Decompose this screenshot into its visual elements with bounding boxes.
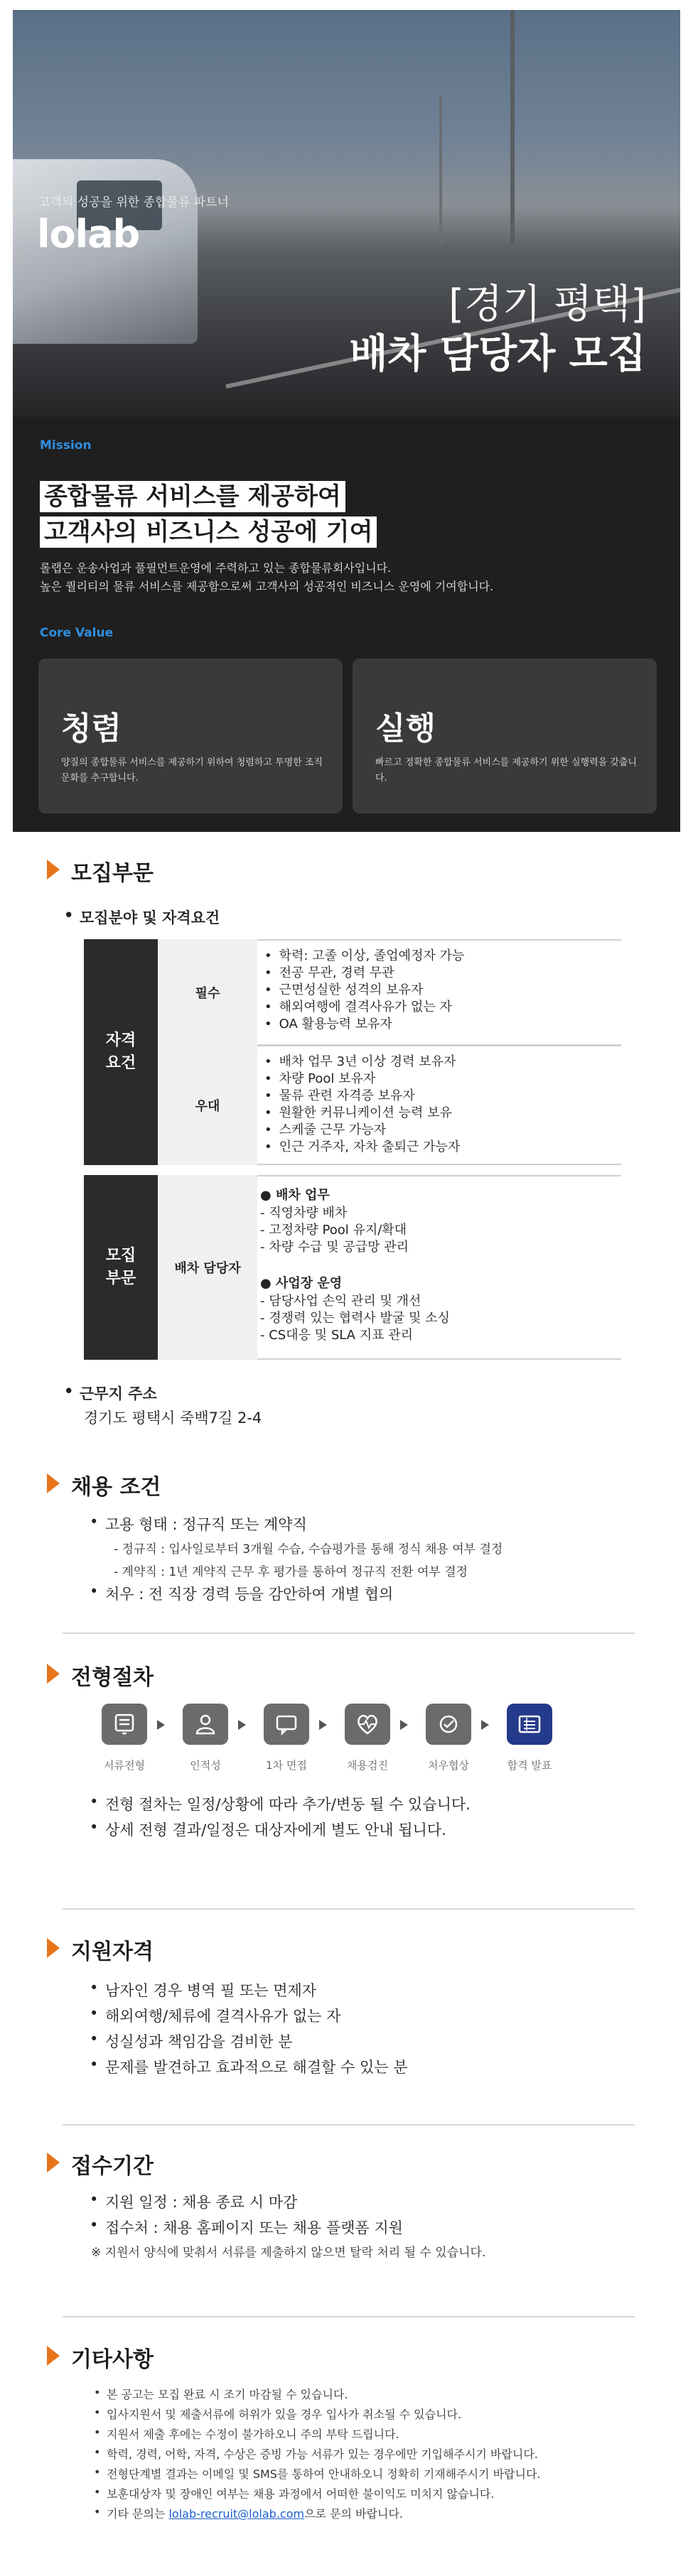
etc-item: • 입사지원서 및 제출서류에 허위가 있을 경우 입사가 취소될 수 있습니다. (107, 2405, 461, 2422)
handshake-icon (426, 1704, 471, 1745)
section-divider (63, 1908, 635, 1910)
preferred-item: • 스케줄 근무 가능자 (264, 1122, 621, 1139)
duty-item: - 경쟁력 있는 협력사 발굴 및 소싱 (260, 1311, 450, 1326)
section-title-process: 전형절차 (71, 1665, 154, 1690)
process-step (341, 1704, 394, 1772)
field-heading: • 모집분야 및 자격요건 (80, 907, 220, 928)
preferred-list (257, 1046, 621, 1165)
section-divider (63, 2124, 635, 2126)
process-step (260, 1704, 313, 1772)
table-position-label: 배차 담당자 (158, 1175, 257, 1360)
preferred-item: • 배차 업무 3년 이상 경력 보유자 (264, 1054, 621, 1071)
etc-contact (107, 2505, 403, 2521)
section-title-period: 접수기간 (71, 2154, 154, 2179)
mission-headline: 고객사의 비즈니스 성공에 기여 (40, 516, 377, 548)
hero-title-region: [경기 평택] (448, 281, 646, 328)
period-item: • 접수처 : 채용 홈페이지 또는 채용 플랫폼 지원 (105, 2217, 403, 2238)
preferred-item: • 차량 Pool 보유자 (264, 1071, 621, 1088)
table-qual-label: 자격 요건 (84, 939, 158, 1165)
hero-title-position: 배차 담당자 모집 (349, 331, 646, 377)
etc-item: • 지원서 제출 후에는 수정이 불가하오니 주의 부탁 드립니다. (107, 2425, 399, 2442)
mission-section (13, 417, 680, 832)
required-item: • 학력: 고졸 이상, 졸업예정자 가능 (264, 948, 621, 965)
required-item: • 근면성실한 성격의 보유자 (264, 982, 621, 999)
etc-item: • 전형단계별 결과는 이메일 및 SMS를 통하여 안내하오니 정확히 기재해주시기 바랍니다. (107, 2465, 540, 2482)
required-list (257, 939, 621, 1046)
eligibility-item: • 남자인 경우 병역 필 또는 면제자 (105, 1979, 316, 2001)
person-icon (183, 1704, 228, 1745)
process-step-label: 1차 면접 (266, 1759, 307, 1772)
process-step-label: 처우협상 (428, 1759, 469, 1772)
process-step-label: 합격 발표 (507, 1759, 552, 1772)
arrow-right-icon (400, 1720, 408, 1730)
process-step (503, 1704, 556, 1772)
core-value-title: 청렴 (61, 710, 122, 747)
etc-item: • 보훈대상자 및 장애인 여부는 채용 과정에서 어떠한 불이익도 미치지 않습니다. (107, 2485, 494, 2501)
duty-item: - CS대응 및 SLA 지표 관리 (260, 1328, 413, 1343)
table-preferred-label: 우대 (158, 1046, 257, 1165)
required-item: • 전공 무관, 경력 무관 (264, 965, 621, 982)
duty-item: - 직영차량 배차 (260, 1206, 348, 1221)
core-value-label: Core Value (40, 626, 114, 640)
period-item: • 지원 일정 : 채용 종료 시 마감 (105, 2191, 297, 2212)
table-dept-label: 모집 부문 (84, 1175, 158, 1360)
hero-pole (510, 10, 515, 244)
preferred-item: • 물류 관련 자격증 보유자 (264, 1088, 621, 1105)
location-address: 경기도 평택시 죽백7길 2-4 (84, 1409, 262, 1427)
eligibility-item: • 성실성과 책임감을 겸비한 분 (105, 2030, 292, 2052)
required-item: • 해외여행에 결격사유가 없는 자 (264, 999, 621, 1016)
condition-item: • 고용 형태 : 정규직 또는 계약직 (105, 1513, 307, 1535)
announcement-icon (507, 1704, 552, 1745)
mission-label: Mission (40, 438, 92, 453)
heart-pulse-icon (345, 1704, 390, 1745)
section-title-conditions: 채용 조건 (71, 1475, 161, 1500)
arrow-right-icon (157, 1720, 165, 1730)
process-step (422, 1704, 475, 1772)
mission-description: 높은 퀄리티의 물류 서비스를 제공함으로써 고객사의 성공적인 비즈니스 운영에 기여합니다. (40, 580, 494, 593)
hero-pole (439, 95, 442, 244)
etc-item: • 본 공고는 모집 완료 시 조기 마감될 수 있습니다. (107, 2386, 348, 2402)
arrow-right-icon (238, 1720, 246, 1730)
core-value-desc: 양질의 종합물류 서비스를 제공하기 위하여 청렴하고 투명한 조직문화를 추구합니다. (61, 757, 323, 784)
etc-item: • 학력, 경력, 어학, 자격, 수상은 증빙 가능 서류가 있는 경우에만 기입해주시기 바랍니다. (107, 2445, 538, 2462)
company-logo: lolab (37, 212, 140, 256)
process-note: • 상세 전형 결과/일정은 대상자에게 별도 안내 됩니다. (105, 1819, 446, 1840)
mission-description: 롤랩은 운송사업과 풀필먼트운영에 주력하고 있는 종합물류회사입니다. (40, 561, 392, 575)
mission-headline: 종합물류 서비스를 제공하여 (40, 481, 345, 512)
required-item: • OA 활용능력 보유자 (264, 1016, 621, 1033)
process-step-label: 채용검진 (347, 1759, 388, 1772)
contact-email-link[interactable]: lolab-recruit@lolab.com (168, 2507, 305, 2521)
section-title-eligibility: 지원자격 (71, 1939, 154, 1964)
process-step (98, 1704, 151, 1772)
core-value-title: 실행 (375, 710, 436, 747)
section-title-recruit: 모집부문 (71, 861, 154, 886)
section-title-etc: 기타사항 (71, 2347, 154, 2372)
duty-heading: ● 배차 업무 (260, 1188, 330, 1203)
core-value-card (353, 659, 657, 813)
chat-icon (264, 1704, 309, 1745)
preferred-item: • 원활한 커뮤니케이션 능력 보유 (264, 1105, 621, 1122)
process-step (179, 1704, 232, 1772)
hero-banner (13, 10, 680, 417)
section-divider (63, 2316, 635, 2317)
duty-item: - 고정차량 Pool 유지/확대 (260, 1223, 407, 1238)
core-value-desc: 빠르고 정확한 종합물류 서비스를 제공하기 위한 실행력을 갖춥니다. (375, 757, 637, 784)
arrow-right-icon (481, 1720, 489, 1730)
contact-suffix: 으로 문의 바랍니다. (304, 2507, 403, 2521)
hero-subtitle: 고객의 성공을 위한 종합물류 파트너 (38, 195, 229, 210)
process-step-label: 인적성 (190, 1759, 221, 1772)
preferred-item: • 인근 거주자, 자차 출퇴근 가능자 (264, 1139, 621, 1156)
condition-item: • 처우 : 전 직장 경력 등을 감안하여 개별 협의 (105, 1583, 393, 1604)
section-divider (63, 1633, 635, 1634)
arrow-right-icon (319, 1720, 327, 1730)
core-value-card (38, 659, 343, 813)
condition-subitem: - 정규직 : 입사일로부터 3개월 수습, 수습평가를 통해 정식 채용 여부 결정 (114, 1542, 503, 1557)
duty-list (257, 1175, 621, 1360)
process-note: • 전형 절차는 일정/상황에 따라 추가/변동 될 수 있습니다. (105, 1793, 471, 1814)
duty-item: - 담당사업 손익 관리 및 개선 (260, 1294, 421, 1309)
table-required-label: 필수 (158, 939, 257, 1046)
eligibility-item: • 해외여행/체류에 결격사유가 없는 자 (105, 2005, 340, 2026)
period-note: ※ 지원서 양식에 맞춰서 서류를 제출하지 않으면 탈락 처리 될 수 있습니다. (91, 2246, 486, 2260)
condition-subitem: - 계약직 : 1년 계약직 근무 후 평가를 통하여 정규직 전환 여부 결정 (114, 1565, 468, 1579)
duty-heading: ● 사업장 운영 (260, 1276, 343, 1291)
location-heading: • 근무지 주소 (80, 1382, 157, 1404)
contact-prefix: 기타 문의는 (107, 2507, 169, 2521)
process-step-label: 서류전형 (104, 1759, 145, 1772)
eligibility-item: • 문제를 발견하고 효과적으로 해결할 수 있는 분 (105, 2056, 407, 2077)
duty-item: - 차량 수급 및 공급망 관리 (260, 1240, 409, 1255)
document-icon (102, 1704, 147, 1745)
